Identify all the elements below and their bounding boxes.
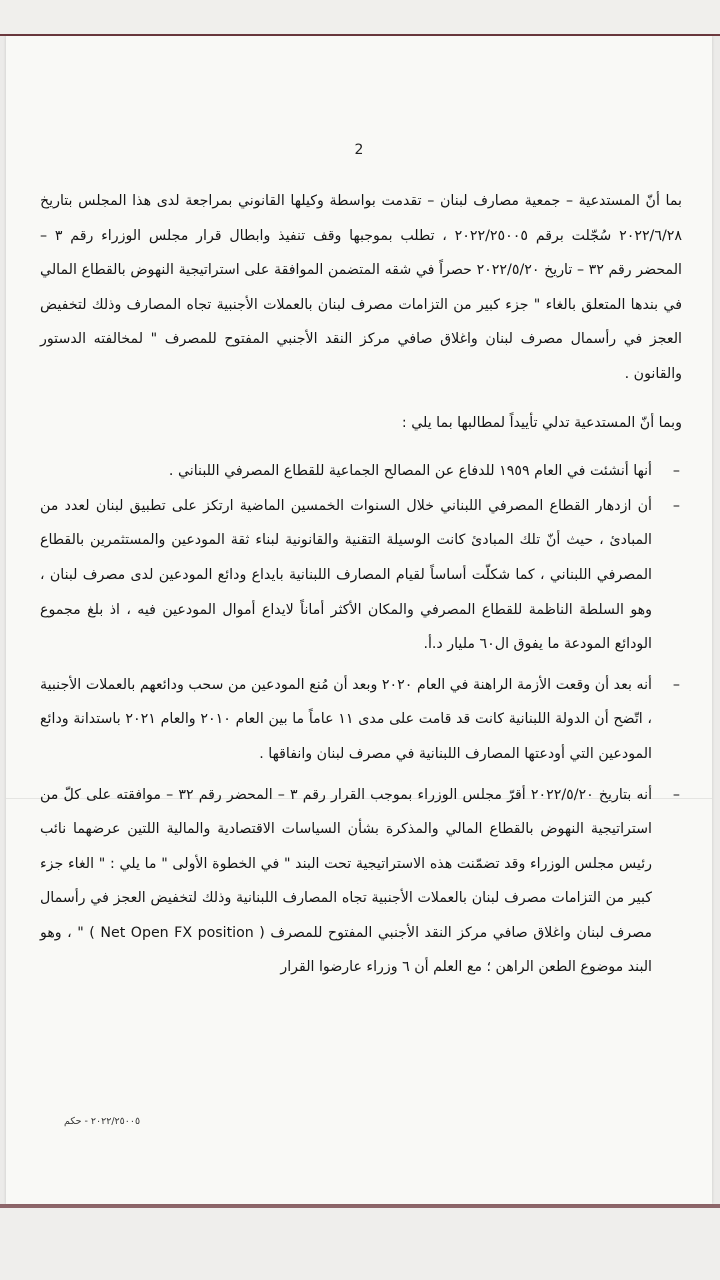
footer-reference: ٢٠٢٢/٢٥٠٠٥ - حكم bbox=[64, 1116, 141, 1127]
list-item bbox=[40, 489, 682, 662]
bottom-area bbox=[0, 1208, 720, 1280]
claims-intro: وبما أنّ المستدعية تدلي تأييداً لمطالبها بما يلي : bbox=[401, 414, 682, 431]
list-item bbox=[40, 454, 682, 489]
top-strip bbox=[0, 0, 720, 36]
document-body bbox=[40, 184, 682, 985]
list-item-text: أنه بتاريخ ٢٠٢٢/٥/٢٠ أقرّ مجلس الوزراء بموجب القرار رقم ٣ – المحضر رقم ٣٢ – موافقته على كلّ من استراتيجية النهوض بالقطاع المالي والمذكرة بشأن السياسات الاقتصادية والمالية اللتين عرضهما نائب رئيس مجلس الوزراء وقد تضمّنت هذه الاستراتيجية تحت البند " في الخطوة الأولى " ما يلي : " الغاء جزء كبير من التزامات مصرف لبنان بالعملات الأجنبية تجاه المصارف اللبنانية وذلك لتخفيض العجز في رأسمال مصرف لبنان واغلاق صافي مركز النقد الأجنبي المفتوح للمصرف ( Net Open FX position ) " ، وهو البند موضوع الطعن الراهن ؛ مع العلم أن ٦ وزراء عارضوا القرار bbox=[40, 786, 653, 976]
list-item-text: أنها أنشئت في العام ١٩٥٩ للدفاع عن المصالح الجماعية للقطاع المصرفي اللبناني . bbox=[168, 463, 652, 480]
list-bullet: – bbox=[672, 497, 680, 514]
paper-fold bbox=[6, 798, 712, 799]
list-bullet: – bbox=[672, 463, 680, 480]
list-item bbox=[40, 778, 682, 986]
list-item bbox=[40, 668, 682, 772]
spacer bbox=[40, 440, 682, 454]
list-bullet: – bbox=[672, 676, 680, 693]
list-item-text: أنه بعد أن وقعت الأزمة الراهنة في العام ٢٠٢٠ وبعد أن مُنع المودعين من سحب ودائعهم بالعملات الأجنبية ، اتّضح أن الدولة اللبنانية كانت قد قامت على مدى ١١ عاماً ما بين العام ٢٠١٠ والعام ٢٠٢١ باستدانة ودائع المودعين التي أودعتها المصارف اللبنانية في مصرف لبنان وانفاقها . bbox=[40, 676, 652, 762]
page-number: 2 bbox=[354, 142, 364, 158]
intro-paragraph: بما أنّ المستدعية – جمعية مصارف لبنان – تقدمت بواسطة وكيلها القانوني بمراجعة لدى هذا المجلس بتاريخ ٢٠٢٢/٦/٢٨ سُجّلت برقم ٢٠٢٢/٢٥٠٠٥ ، تطلب بموجبها وقف تنفيذ وابطال قرار مجلس الوزراء رقم ٣ – المحضر رقم ٣٢ – تاريخ ٢٠٢٢/٥/٢٠ حصراً في شقه المتضمن الموافقة على استراتيجية النهوض بالقطاع المالي في بندها المتعلق بالغاء " جزء كبير من التزامات مصرف لبنان بالعملات الأجنبية تجاه المصارف وذلك لتخفيض العجز في رأسمال مصرف لبنان واغلاق صافي مركز النقد الأجنبي المفتوح للمصرف " لمخالفته الدستور والقانون . bbox=[40, 193, 683, 382]
list-item-text: أن ازدهار القطاع المصرفي اللبناني خلال السنوات الخمسين الماضية ارتكز على تطبيق لبنان لعدد من المبادئ ، حيث أنّ تلك المبادئ كانت الوسيلة التقنية والقانونية لبناء ثقة المودعين والمستثمرين بالقطاع المصرفي اللبناني ، كما شكلّت أساساً لقيام المصارف اللبنانية بايداع ودائع المودعين لدى مصرف لبنان ، وهو السلطة الناظمة للقطاع المصرفي والمكان الأكثر أماناً لايداع أموال المودعين فيه ، اذ بلغ مجموع الودائع المودعة ما يفوق ال٦٠ مليار د.أ. bbox=[40, 497, 652, 653]
list-bullet: – bbox=[672, 786, 680, 803]
document-page bbox=[6, 36, 712, 1204]
